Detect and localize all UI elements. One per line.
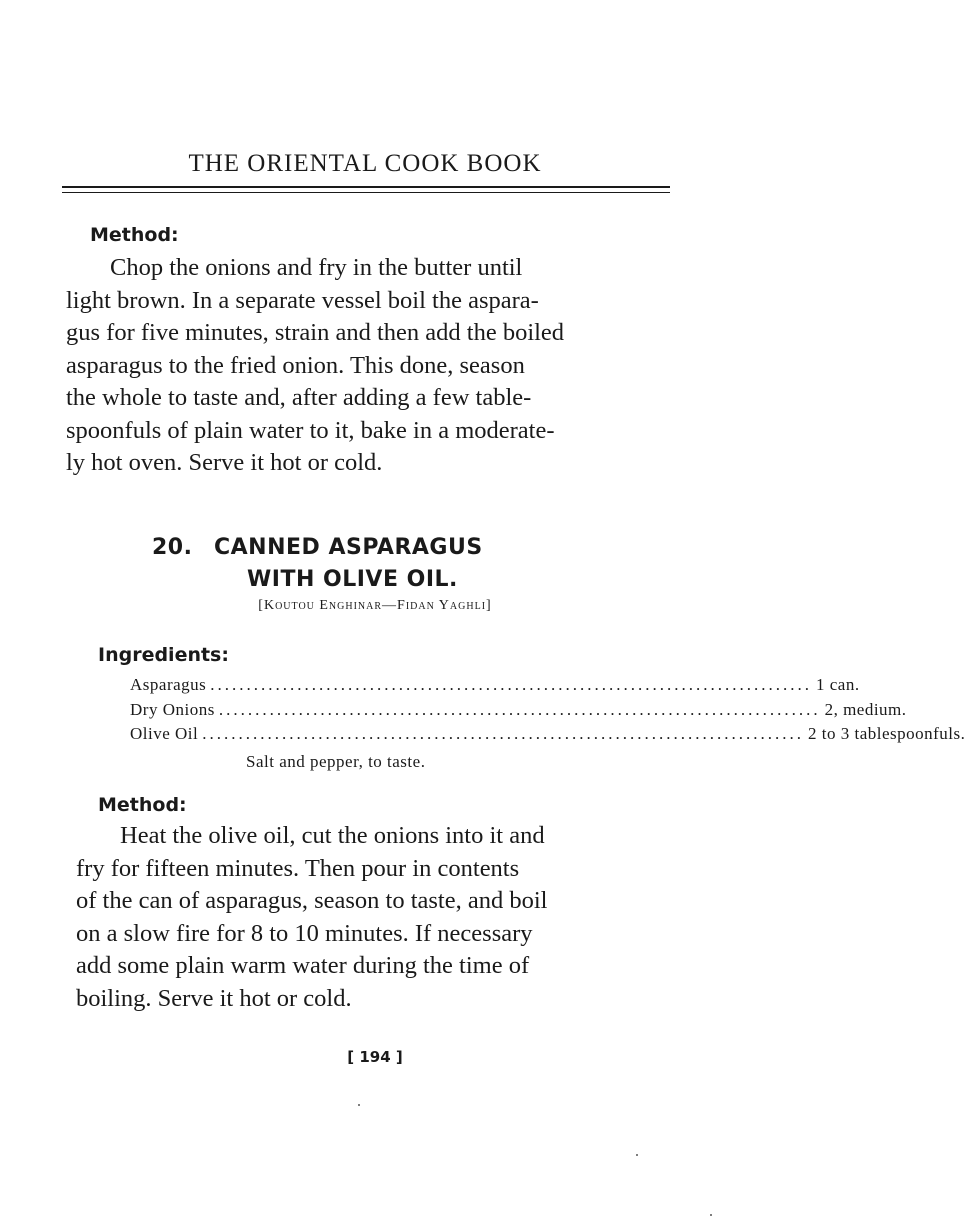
paragraph-line: ly hot oven. Serve it hot or cold. <box>66 449 383 476</box>
native-recipe-name: [Koutou Enghinar—Fidan Yaghli] <box>258 598 492 613</box>
dot-leader: ................................................................................... <box>218 700 821 719</box>
ingredient-row <box>130 675 860 695</box>
dot-leader: ................................................................................... <box>210 675 813 694</box>
header-rule-thick <box>62 186 670 188</box>
paragraph-line: Chop the onions and fry in the butter until <box>110 254 523 281</box>
paragraph-line: gus for five minutes, strain and then add the boiled <box>66 319 565 346</box>
method-paragraph <box>66 252 672 480</box>
ingredient-quantity: 1 can. <box>816 675 860 694</box>
paragraph-line: fry for fifteen minutes. Then pour in contents <box>76 854 520 882</box>
ingredients-label: Ingredients: <box>98 644 229 666</box>
dot-leader: ................................................................................... <box>202 724 804 743</box>
recipe-title-line-2: WITH OLIVE OIL. <box>247 567 458 592</box>
print-speck <box>358 1104 360 1106</box>
recipe-title-line-1: CANNED ASPARAGUS <box>214 535 483 560</box>
recipe-number: 20. <box>152 535 193 560</box>
method-label: Method: <box>98 794 187 816</box>
paragraph-line: the whole to taste and, after adding a few table- <box>66 384 532 411</box>
paragraph-line: light brown. In a separate vessel boil the aspara- <box>66 286 539 314</box>
ingredient-quantity: 2, medium. <box>824 700 907 719</box>
paragraph-line: add some plain warm water during the time of <box>76 952 530 979</box>
paragraph-line: on a slow fire for 8 to 10 minutes. If necessary <box>76 919 533 947</box>
seasoning-note: Salt and pepper, to taste. <box>246 752 426 771</box>
method-label: Method: <box>90 224 179 246</box>
paragraph-line: of the can of asparagus, season to taste, and boil <box>76 887 548 914</box>
header-rule-thin <box>62 192 670 193</box>
print-speck <box>710 1214 712 1216</box>
ingredient-name: Dry Onions <box>130 700 215 719</box>
page-number: [ 194 ] <box>347 1048 403 1066</box>
ingredient-name: Asparagus <box>130 675 207 694</box>
ingredient-row <box>130 724 965 744</box>
paragraph-line: Heat the olive oil, cut the onions into it and <box>120 822 545 849</box>
method-paragraph <box>76 820 678 1015</box>
running-head: THE ORIENTAL COOK BOOK <box>188 150 542 177</box>
ingredient-name: Olive Oil <box>130 724 199 743</box>
ingredient-row <box>130 700 907 720</box>
ingredient-quantity: 2 to 3 tablespoonfuls. <box>808 724 965 743</box>
paragraph-line: boiling. Serve it hot or cold. <box>76 984 352 1012</box>
paragraph-line: asparagus to the fried onion. This done, season <box>66 351 525 379</box>
paragraph-line: spoonfuls of plain water to it, bake in a moderate- <box>66 416 555 444</box>
print-speck <box>636 1154 638 1156</box>
